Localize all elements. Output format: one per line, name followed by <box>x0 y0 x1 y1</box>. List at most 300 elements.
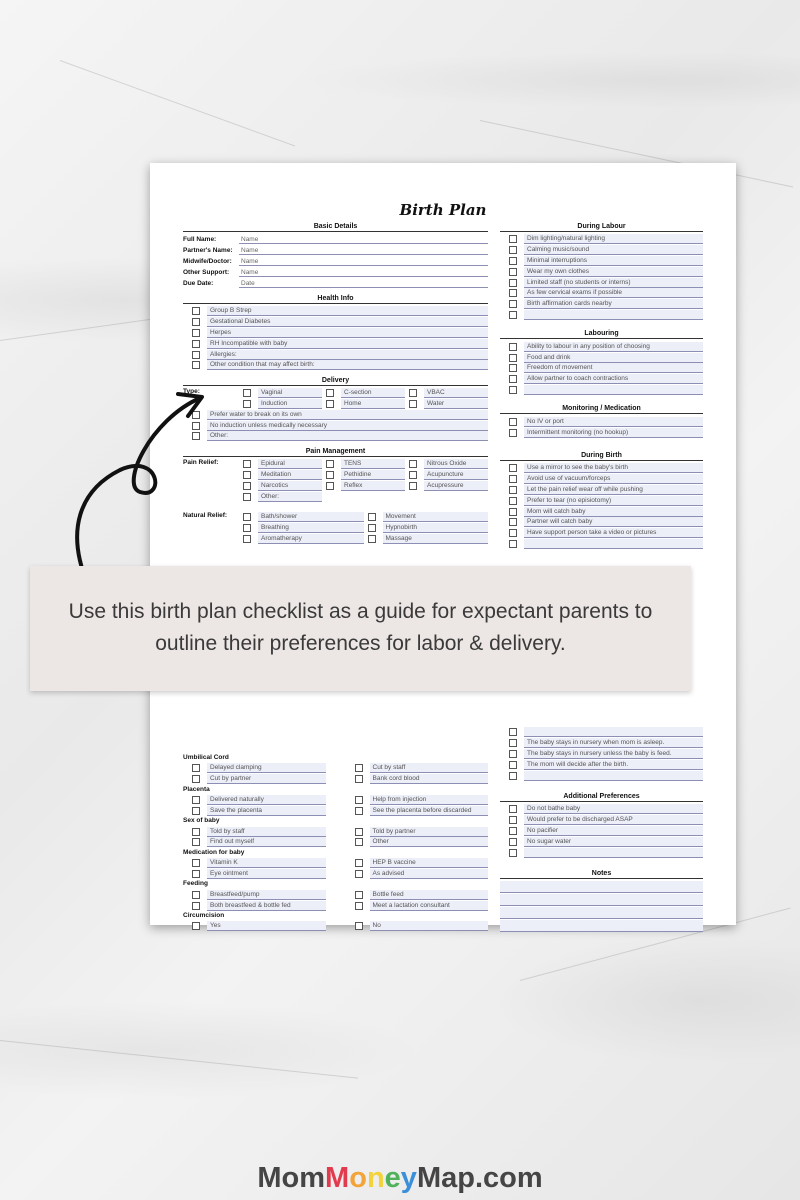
checkbox[interactable] <box>192 902 200 910</box>
checkbox[interactable] <box>355 902 363 910</box>
checklist-item <box>183 409 488 420</box>
checkbox[interactable] <box>355 870 363 878</box>
checkbox[interactable] <box>509 235 517 243</box>
notes-heading: Notes <box>500 870 703 879</box>
checklist-item-label: Use a mirror to see the baby's birth <box>524 463 703 473</box>
checklist-item-label: HEP B vaccine <box>370 858 489 868</box>
additional-preferences-list <box>500 804 703 858</box>
checklist-item <box>500 495 703 506</box>
after-birth-cell <box>346 763 489 774</box>
checklist-item-label: See the placenta before discarded <box>370 806 489 816</box>
checklist-item-label: Delayed clamping <box>207 763 326 773</box>
checkbox[interactable] <box>509 761 517 769</box>
checklist-item-label: Intermittent monitoring (no hookup) <box>524 428 703 438</box>
monitoring-heading: Monitoring / Medication <box>500 405 703 414</box>
checkbox[interactable] <box>509 246 517 254</box>
after-birth-right-list <box>500 727 703 781</box>
checklist-item <box>500 517 703 528</box>
after-birth-label: Placenta <box>183 785 210 793</box>
right-column <box>500 223 703 877</box>
after-birth-cell <box>183 763 326 774</box>
checklist-item-label: Yes <box>207 921 326 931</box>
checklist-item <box>183 869 326 880</box>
checklist-item <box>500 341 703 352</box>
checklist-item-label: Help from injection <box>370 795 489 805</box>
detail-field-input[interactable]: Name <box>239 247 488 255</box>
delivery-type-row <box>183 399 488 410</box>
checklist-item <box>500 506 703 517</box>
checkbox[interactable] <box>509 518 517 526</box>
checklist-item-label: Vaginal <box>258 388 322 398</box>
checklist-item-label: Breathing <box>258 523 364 533</box>
checkbox[interactable] <box>326 400 334 408</box>
checklist-item-label: Induction <box>258 399 322 409</box>
checklist-item-label: The mom will decide after the birth. <box>524 760 703 770</box>
checkbox[interactable] <box>243 460 251 468</box>
checklist-item-label: Would prefer to be discharged ASAP <box>524 815 703 825</box>
checkbox[interactable] <box>243 524 251 532</box>
checkbox[interactable] <box>355 838 363 846</box>
during-birth-list <box>500 463 703 549</box>
natural-relief-option <box>239 512 364 523</box>
notes-line[interactable] <box>500 920 703 932</box>
checkbox[interactable] <box>192 922 200 930</box>
checklist-item <box>500 310 703 321</box>
checkbox[interactable] <box>192 764 200 772</box>
delivery-section <box>183 388 488 442</box>
checklist-item <box>500 836 703 847</box>
checkbox[interactable] <box>192 351 200 359</box>
pain-relief-option <box>322 459 405 470</box>
checklist-item <box>500 738 703 749</box>
checkbox[interactable] <box>509 300 517 308</box>
health-info-heading: Health Info <box>183 295 488 304</box>
checklist-item-label: RH Incompatible with baby <box>207 339 488 349</box>
checkbox[interactable] <box>192 807 200 815</box>
checklist-item-label: Bottle feed <box>370 890 489 900</box>
checkbox[interactable] <box>192 361 200 369</box>
checkbox[interactable] <box>509 268 517 276</box>
checkbox[interactable] <box>509 375 517 383</box>
checkbox[interactable] <box>409 460 417 468</box>
natural-relief-option <box>239 534 364 545</box>
checklist-item <box>346 869 489 880</box>
after-birth-row <box>183 900 488 911</box>
checklist-item <box>183 805 326 816</box>
checklist-item <box>500 352 703 363</box>
checklist-item-label: TENS <box>341 459 405 469</box>
checkbox[interactable] <box>368 535 376 543</box>
checklist-item-label: Delivered naturally <box>207 795 326 805</box>
checklist-item <box>183 338 488 349</box>
during-labour-list <box>500 234 703 320</box>
checklist-item-label: Massage <box>383 534 489 544</box>
checklist-item-label: Meditation <box>258 470 322 480</box>
checklist-item-label: Pethidine <box>341 470 405 480</box>
natural-relief-option <box>239 523 364 534</box>
checklist-item-label: Let the pain relief wear off while pushing <box>524 485 703 495</box>
pain-management-heading: Pain Management <box>183 448 488 457</box>
after-birth-label: Medication for baby <box>183 848 245 856</box>
checkbox[interactable] <box>509 838 517 846</box>
after-birth-row <box>183 805 488 816</box>
checkbox[interactable] <box>509 311 517 319</box>
natural-relief-row <box>183 523 488 534</box>
detail-field-label: Other Support: <box>183 269 230 276</box>
site-logo <box>0 1162 800 1195</box>
checkbox[interactable] <box>368 524 376 532</box>
pain-relief-other <box>239 491 322 502</box>
detail-field <box>183 267 488 278</box>
checkbox[interactable] <box>355 859 363 867</box>
checkbox[interactable] <box>368 513 376 521</box>
checklist-item-label: Ability to labour in any position of choosing <box>524 342 703 352</box>
natural-relief-option <box>364 523 489 534</box>
checkbox[interactable] <box>509 508 517 516</box>
natural-relief-option <box>364 512 489 523</box>
checklist-item <box>346 921 489 932</box>
checkbox[interactable] <box>326 482 334 490</box>
checklist-item-label: No sugar water <box>524 837 703 847</box>
monitoring-list <box>500 416 703 438</box>
checklist-item-label <box>524 848 703 858</box>
detail-field-input[interactable]: Name <box>239 269 488 277</box>
after-birth-cell <box>183 858 326 869</box>
checklist-item <box>500 815 703 826</box>
checklist-item <box>183 306 488 317</box>
checklist-item-label: Bank cord blood <box>370 774 489 784</box>
checklist-item-label: Allergies: <box>207 350 488 360</box>
birth-plan-page <box>150 163 736 930</box>
checkbox[interactable] <box>192 307 200 315</box>
checkbox[interactable] <box>355 828 363 836</box>
detail-field <box>183 256 488 267</box>
notes-line[interactable] <box>500 881 703 893</box>
after-birth-cell <box>346 795 489 806</box>
checklist-item <box>183 431 488 442</box>
pain-relief-option <box>322 480 405 491</box>
after-birth-cell <box>183 795 326 806</box>
checkbox[interactable] <box>192 340 200 348</box>
checkbox[interactable] <box>509 429 517 437</box>
checkbox[interactable] <box>355 807 363 815</box>
checklist-item-label: As advised <box>370 869 489 879</box>
checkbox[interactable] <box>509 529 517 537</box>
checkbox[interactable] <box>409 482 417 490</box>
checklist-item <box>500 759 703 770</box>
natural-relief-row <box>183 534 488 545</box>
checklist-item <box>346 795 489 806</box>
checklist-item <box>346 763 489 774</box>
checkbox[interactable] <box>243 400 251 408</box>
checklist-item-label: The baby stays in nursery when mom is asleep. <box>524 738 703 748</box>
after-birth-label: Circumcision <box>183 911 225 919</box>
natural-relief-option <box>364 534 489 545</box>
checklist-item-label: No <box>370 921 489 931</box>
spacer <box>322 491 405 502</box>
checkbox[interactable] <box>192 891 200 899</box>
checklist-item-label: As few cervical exams if possible <box>524 288 703 298</box>
detail-field-input[interactable]: Name <box>239 258 488 266</box>
checkbox[interactable] <box>509 750 517 758</box>
detail-field-input[interactable]: Date <box>239 280 488 288</box>
checklist-item <box>183 826 326 837</box>
after-birth-cell <box>346 826 489 837</box>
checklist-item <box>500 363 703 374</box>
after-birth-cell <box>183 774 326 785</box>
checklist-item-label: The baby stays in nursery unless the baby is feed. <box>524 749 703 759</box>
checklist-item <box>346 889 489 900</box>
after-birth-cell <box>346 900 489 911</box>
checkbox[interactable] <box>326 389 334 397</box>
checklist-item-label: Other: <box>207 431 488 441</box>
checklist-item-label: Other: <box>258 492 322 502</box>
checklist-item <box>183 774 326 785</box>
checklist-item <box>500 374 703 385</box>
additional-preferences-heading: Additional Preferences <box>500 793 703 802</box>
checklist-item-label: Avoid use of vacuum/forceps <box>524 474 703 484</box>
detail-field-label: Partner's Name: <box>183 247 233 254</box>
delivery-type-option <box>239 399 322 410</box>
checklist-item-label: Birth affirmation cards nearby <box>524 299 703 309</box>
after-birth-cell <box>183 869 326 880</box>
banner-text: Use this birth plan checklist as a guide for expectant parents to outline their preferences for labor & delivery. <box>68 600 653 655</box>
detail-field-label: Midwife/Doctor: <box>183 258 232 265</box>
checkbox[interactable] <box>243 389 251 397</box>
during-birth-heading: During Birth <box>500 452 703 461</box>
checkbox[interactable] <box>326 471 334 479</box>
checklist-item-label: Meet a lactation consultant <box>370 901 489 911</box>
checklist-item-label: Dim lighting/natural lighting <box>524 234 703 244</box>
after-birth-label: Sex of baby <box>183 817 220 825</box>
checkbox[interactable] <box>409 400 417 408</box>
checkbox[interactable] <box>509 772 517 780</box>
checkbox[interactable] <box>192 796 200 804</box>
pain-relief-option <box>322 470 405 481</box>
checkbox[interactable] <box>326 460 334 468</box>
delivery-type-row <box>183 388 488 399</box>
checklist-item-label: Epidural <box>258 459 322 469</box>
checklist-item-label: Herpes <box>207 328 488 338</box>
checklist-item <box>500 234 703 245</box>
checklist-item <box>183 858 326 869</box>
checklist-item-label: Water <box>424 399 488 409</box>
detail-field <box>183 245 488 256</box>
after-birth-row <box>183 889 488 900</box>
after-birth-cell <box>346 858 489 869</box>
checkbox[interactable] <box>192 859 200 867</box>
after-birth-cell <box>346 837 489 848</box>
pain-relief-option <box>239 470 322 481</box>
checklist-item-label: Breastfeed/pump <box>207 890 326 900</box>
notes-line[interactable] <box>500 894 703 906</box>
checklist-item-label: Minimal interruptions <box>524 256 703 266</box>
checklist-item-label: Home <box>341 399 405 409</box>
checklist-item-label: Eye ointment <box>207 869 326 879</box>
checklist-item <box>183 921 326 932</box>
checkbox[interactable] <box>192 870 200 878</box>
checklist-item-label: No IV or port <box>524 417 703 427</box>
checklist-item-label: C-section <box>341 388 405 398</box>
pain-relief-option <box>405 480 488 491</box>
checklist-item <box>183 795 326 806</box>
checklist-item <box>346 774 489 785</box>
checkbox[interactable] <box>509 343 517 351</box>
checkbox[interactable] <box>192 318 200 326</box>
checklist-item <box>500 539 703 550</box>
checklist-item-label: Cut by staff <box>370 763 489 773</box>
checklist-item <box>500 847 703 858</box>
pain-relief-row <box>183 480 488 491</box>
checklist-item-label <box>524 385 703 395</box>
checkbox[interactable] <box>192 775 200 783</box>
checklist-item-label: Hypnobirth <box>383 523 489 533</box>
checkbox[interactable] <box>509 827 517 835</box>
after-birth-cell <box>183 921 326 932</box>
checkbox[interactable] <box>355 775 363 783</box>
checkbox[interactable] <box>509 739 517 747</box>
detail-field <box>183 278 488 289</box>
checklist-item-label: Bath/shower <box>258 512 364 522</box>
checklist-item <box>183 328 488 339</box>
checklist-item <box>500 277 703 288</box>
logo-letter: M <box>325 1162 350 1194</box>
checkbox[interactable] <box>509 816 517 824</box>
checklist-item-label: Gestational Diabetes <box>207 317 488 327</box>
checkbox[interactable] <box>509 849 517 857</box>
pain-relief-label: Pain Relief: <box>183 458 219 466</box>
during-labour-heading: During Labour <box>500 223 703 232</box>
pain-relief-option <box>239 459 322 470</box>
after-birth-label: Feeding <box>183 880 208 888</box>
checklist-item-label: No pacifier <box>524 826 703 836</box>
checkbox[interactable] <box>509 279 517 287</box>
checklist-item-label: Other condition that may affect birth: <box>207 360 488 370</box>
checklist-item-label: Narcotics <box>258 481 322 491</box>
checkbox[interactable] <box>192 329 200 337</box>
logo-pre: Mom <box>257 1162 326 1194</box>
natural-relief-row <box>183 512 488 523</box>
checkbox[interactable] <box>509 486 517 494</box>
after-birth-cell <box>346 921 489 932</box>
caption-banner <box>30 566 691 691</box>
checkbox[interactable] <box>243 535 251 543</box>
checklist-item-label <box>524 727 703 737</box>
after-birth-cell <box>346 869 489 880</box>
checkbox[interactable] <box>192 828 200 836</box>
delivery-type-option <box>322 388 405 399</box>
after-birth-cell <box>346 774 489 785</box>
checklist-item-label: No induction unless medically necessary <box>207 421 488 431</box>
detail-field <box>183 234 488 245</box>
checklist-item <box>500 416 703 427</box>
checklist-item-label: Nitrous Oxide <box>424 459 488 469</box>
logo-post: Map.com <box>416 1162 543 1194</box>
checkbox[interactable] <box>243 513 251 521</box>
checklist-item-label: Aromatherapy <box>258 534 364 544</box>
logo-letter: e <box>384 1162 401 1194</box>
delivery-type-option <box>405 399 488 410</box>
checklist-item-label: Find out myself <box>207 837 326 847</box>
after-birth-cell <box>183 805 326 816</box>
checklist-item-label: VBAC <box>424 388 488 398</box>
after-birth-row <box>183 858 488 869</box>
after-birth-cell <box>183 889 326 900</box>
basic-details <box>183 234 488 289</box>
after-birth-cell <box>346 805 489 816</box>
checklist-item <box>346 805 489 816</box>
spacer <box>183 502 488 512</box>
checkbox[interactable] <box>243 471 251 479</box>
delivery-type-option <box>322 399 405 410</box>
checklist-item-label: Acupressure <box>424 481 488 491</box>
checkbox[interactable] <box>509 289 517 297</box>
checkbox[interactable] <box>355 796 363 804</box>
checklist-item <box>346 858 489 869</box>
checklist-item <box>500 463 703 474</box>
checkbox[interactable] <box>509 418 517 426</box>
checkbox[interactable] <box>509 497 517 505</box>
after-birth-cell <box>183 837 326 848</box>
checklist-item-label: Vitamin K <box>207 858 326 868</box>
checkbox[interactable] <box>509 540 517 548</box>
checklist-item-label: Save the placenta <box>207 806 326 816</box>
delivery-type-option <box>405 388 488 399</box>
checkbox[interactable] <box>243 482 251 490</box>
detail-field-input[interactable]: Name <box>239 236 488 244</box>
notes-line[interactable] <box>500 907 703 919</box>
checkbox[interactable] <box>509 475 517 483</box>
checklist-item <box>346 900 489 911</box>
after-birth-row <box>183 795 488 806</box>
checkbox[interactable] <box>509 364 517 372</box>
after-birth-row <box>183 921 488 932</box>
checkbox[interactable] <box>355 764 363 772</box>
checkbox[interactable] <box>509 386 517 394</box>
checklist-item-label: Both breastfeed & bottle fed <box>207 901 326 911</box>
detail-field-label: Due Date: <box>183 280 214 287</box>
checkbox[interactable] <box>355 891 363 899</box>
checkbox[interactable] <box>355 922 363 930</box>
checklist-item-label: Freedom of movement <box>524 363 703 373</box>
checklist-item <box>183 900 326 911</box>
checkbox[interactable] <box>509 354 517 362</box>
checklist-item <box>500 266 703 277</box>
checklist-item-label: Do not bathe baby <box>524 804 703 814</box>
after-birth-cell <box>346 889 489 900</box>
checklist-item-label: Partner will catch baby <box>524 517 703 527</box>
checklist-item-label <box>524 771 703 781</box>
checklist-item <box>500 804 703 815</box>
checkbox[interactable] <box>409 471 417 479</box>
checkbox[interactable] <box>409 389 417 397</box>
checklist-item-label: Told by staff <box>207 827 326 837</box>
checklist-item-label <box>524 539 703 549</box>
checkbox[interactable] <box>509 728 517 736</box>
checklist-item <box>500 528 703 539</box>
checkbox[interactable] <box>192 838 200 846</box>
checklist-item <box>500 245 703 256</box>
checkbox[interactable] <box>509 805 517 813</box>
checklist-item <box>500 485 703 496</box>
checkbox[interactable] <box>509 464 517 472</box>
notes-lines <box>500 881 703 932</box>
checkbox[interactable] <box>243 493 251 501</box>
pain-relief-row <box>183 459 488 470</box>
checkbox[interactable] <box>509 257 517 265</box>
after-birth-cell <box>183 826 326 837</box>
logo-letter: n <box>366 1162 385 1194</box>
